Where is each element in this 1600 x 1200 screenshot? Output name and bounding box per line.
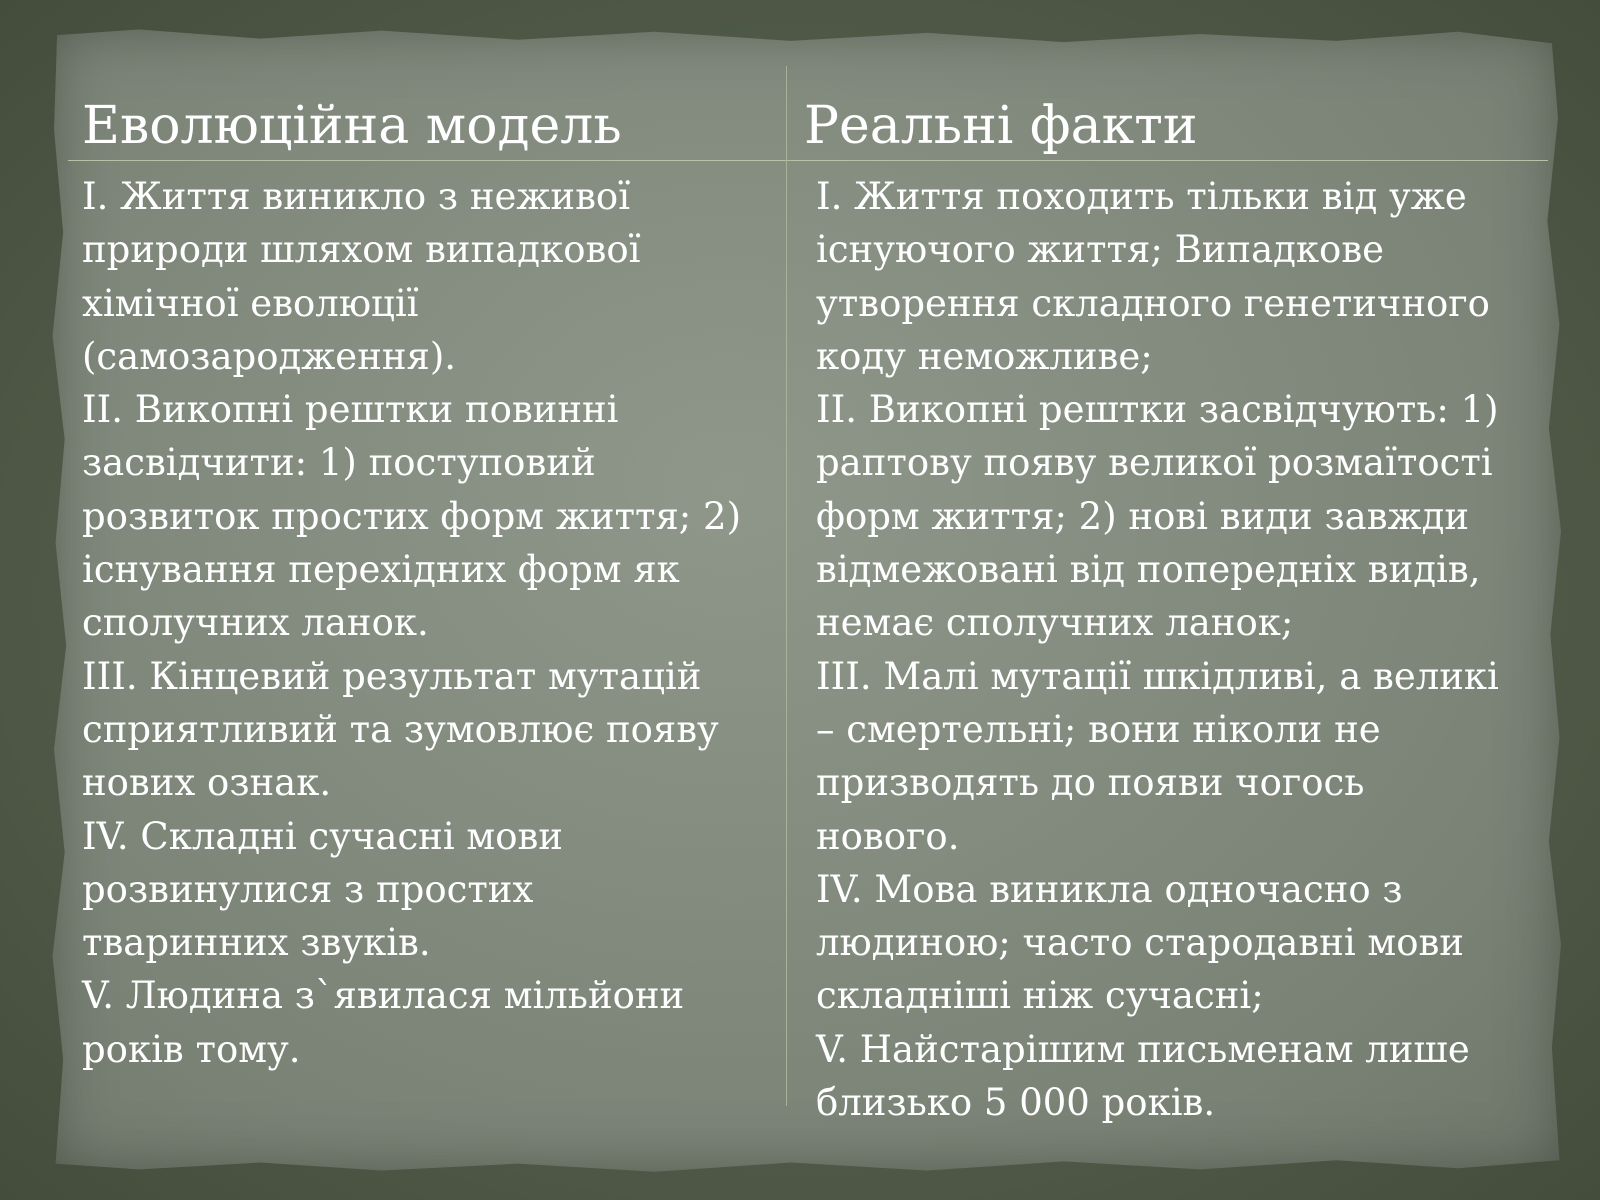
right-line: коду неможливе; [816, 334, 1153, 378]
right-line: призводять до появи чогось [816, 761, 1365, 805]
right-line: ІІІ. Малі мутації шкідливі, а великі [816, 654, 1499, 698]
left-line: ІІ. Викопні рештки повинні [82, 388, 619, 432]
right-line: – смертельні; вони ніколи не [816, 707, 1381, 751]
left-line: тваринних звуків. [82, 921, 431, 965]
right-line: І. Життя походить тільки від уже [816, 175, 1467, 218]
right-line: ІІ. Викопні рештки засвідчують: 1) [816, 388, 1499, 432]
right-line: утворення складного генетичного [816, 281, 1490, 325]
left-line: хімічної еволюції [82, 281, 419, 325]
right-line: нового. [816, 814, 960, 858]
left-line: нових ознак. [82, 761, 332, 805]
right-line: немає сполучних ланок; [816, 601, 1294, 645]
left-line: розвиток простих форм життя; 2) [82, 494, 742, 538]
real-facts-column [816, 170, 1516, 1129]
left-line: сприятливий та зумовлює появу [82, 707, 719, 751]
left-line: засвідчити: 1) поступовий [82, 441, 596, 485]
left-line: років тому. [82, 1027, 301, 1071]
right-line: V. Найстарішим письменам лише [816, 1027, 1470, 1071]
left-line: (самозародження). [82, 334, 457, 378]
left-line: існування перехідних форм як [82, 548, 680, 592]
right-line: складніші ніж сучасні; [816, 974, 1264, 1018]
right-line: близько 5 000 років. [816, 1081, 1216, 1125]
header-real-facts: Реальні факти [804, 96, 1198, 156]
header-evolution-model: Еволюційна модель [82, 96, 622, 156]
evolution-model-column [82, 170, 772, 1076]
column-divider [786, 66, 787, 1106]
left-line: сполучних ланок. [82, 601, 429, 645]
left-line: І. Життя виникло з неживої [82, 175, 631, 218]
left-line: розвинулися з простих [82, 867, 534, 911]
right-line: форм життя; 2) нові види завжди [816, 494, 1470, 538]
right-line: людиною; часто стародавні мови [816, 921, 1464, 965]
left-line: V. Людина з`явилася мільйони [82, 974, 685, 1018]
right-line: IV. Мова виникла одночасно з [816, 867, 1403, 911]
left-line: ІІІ. Кінцевий результат мутацій [82, 654, 702, 698]
left-line: IV. Складні сучасні мови [82, 814, 563, 858]
right-line: існуючого життя; Випадкове [816, 228, 1385, 272]
right-line: раптову появу великої розмаїтості [816, 441, 1493, 485]
right-line: відмежовані від попередніх видів, [816, 548, 1481, 592]
left-line: природи шляхом випадкової [82, 228, 641, 272]
